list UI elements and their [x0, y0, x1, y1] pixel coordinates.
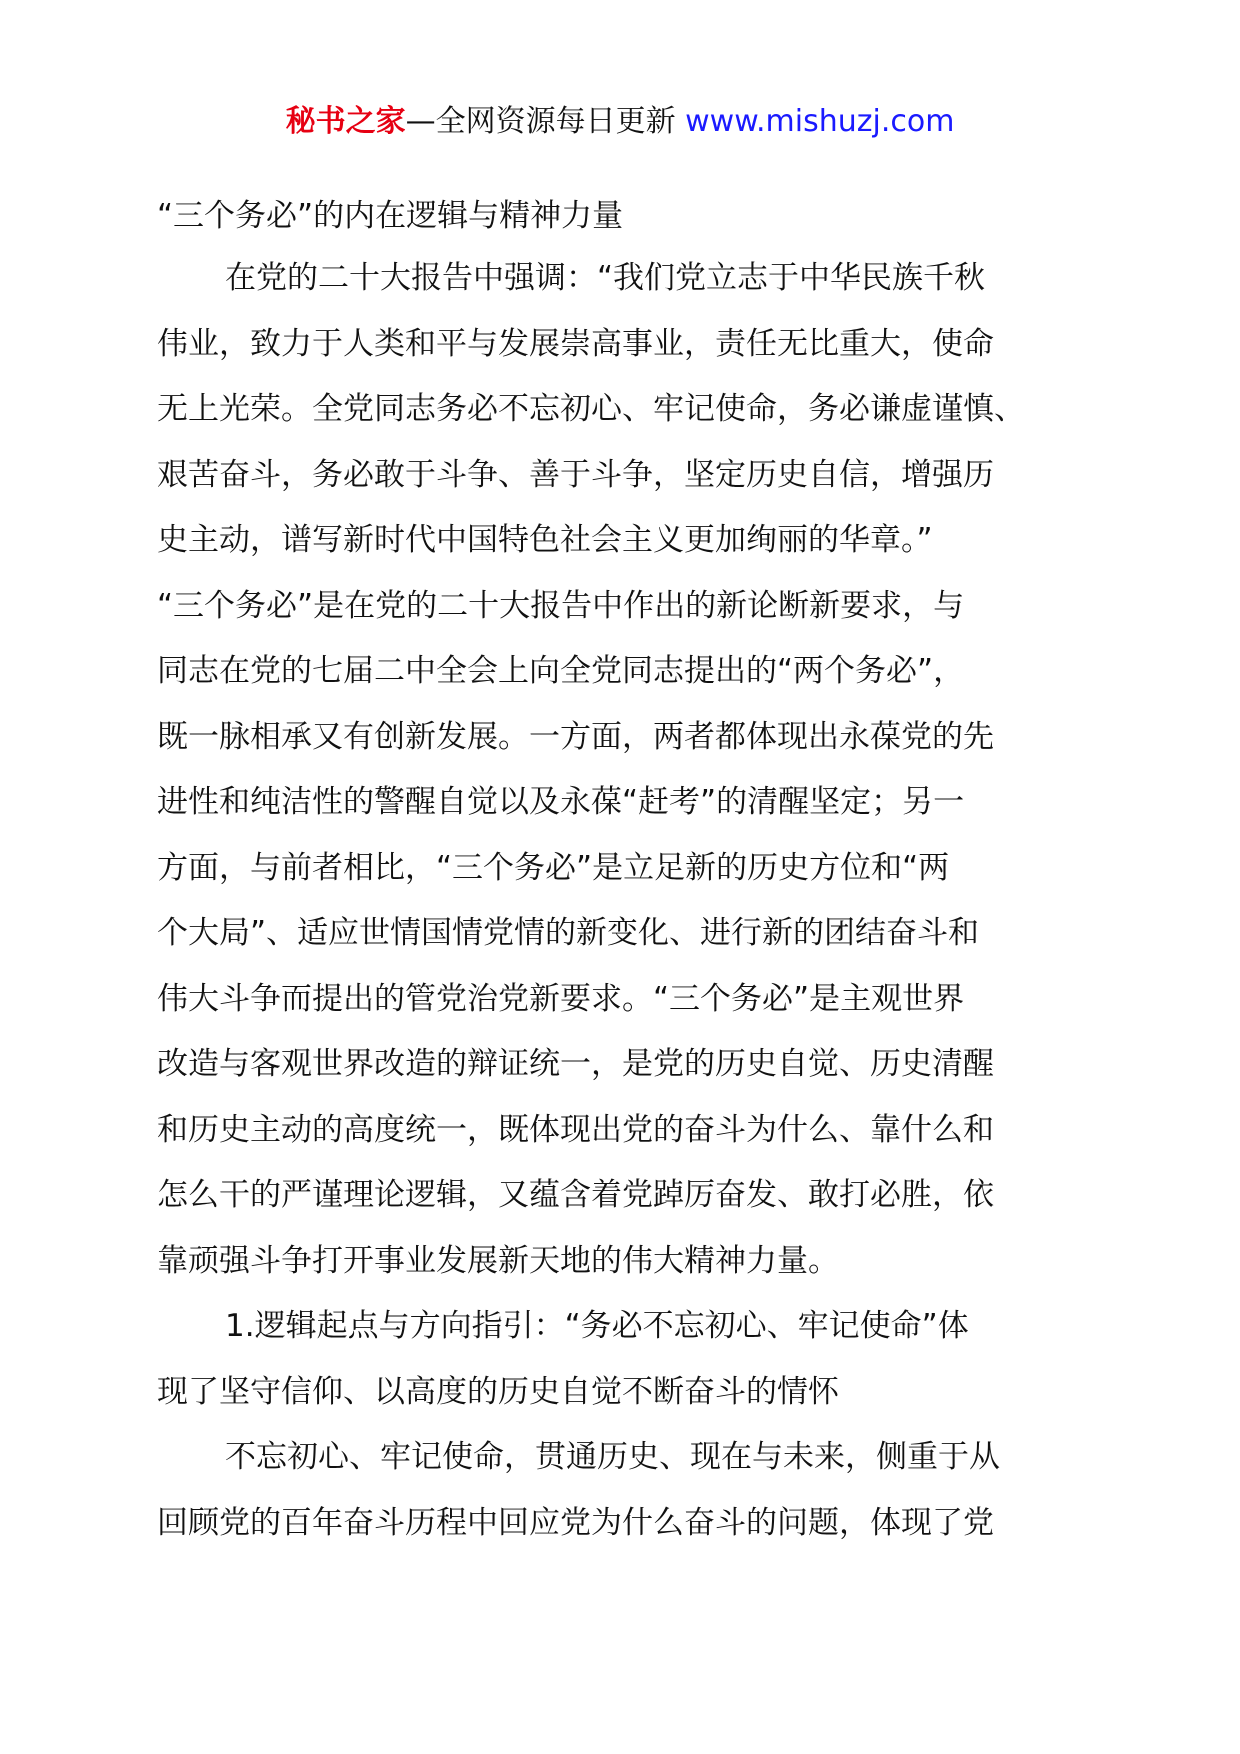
site-slogan: —全网资源每日更新	[405, 104, 686, 139]
text-line: 无上光荣。全党同志务必不忘初心、牢记使命，务必谦虚谨慎、	[157, 391, 1025, 427]
text-line: 改造与客观世界改造的辩证统一，是党的历史自觉、历史清醒	[157, 1046, 994, 1082]
text-line: 方面，与前者相比，“三个务必”是立足新的历史方位和“两	[157, 849, 950, 886]
text-line: 伟业，致力于人类和平与发展崇高事业，责任无比重大，使命	[157, 325, 994, 362]
text-line: 同志在党的七届二中全会上向全党同志提出的“两个务必”，	[157, 653, 965, 689]
site-brand: 秘书之家	[285, 104, 406, 139]
document-body	[157, 186, 1087, 1556]
text-line: 怎么干的严谨理论逻辑，又蕴含着党踔厉奋发、敢打必胜，依	[157, 1177, 994, 1213]
text-line: 回顾党的百年奋斗历程中回应党为什么奋斗的问题，体现了党	[157, 1504, 994, 1541]
text-line: 现了坚守信仰、以高度的历史自觉不断奋斗的情怀	[157, 1373, 839, 1410]
text-line: 和历史主动的高度统一，既体现出党的奋斗为什么、靠什么和	[157, 1111, 994, 1148]
paragraph-section-1	[157, 1425, 1087, 1556]
site-header	[0, 100, 1240, 144]
text-line: 不忘初心、牢记使命，贯通历史、现在与未来，侧重于从	[225, 1439, 1000, 1475]
site-url-link[interactable]: www.mishuzj.com	[685, 104, 955, 139]
text-line: 伟大斗争而提出的管党治党新要求。“三个务必”是主观世界	[157, 980, 965, 1017]
text-line: 个大局”、适应世情国情党情的新变化、进行新的团结奋斗和	[157, 915, 980, 951]
text-line: 靠顽强斗争打开事业发展新天地的伟大精神力量。	[157, 1242, 839, 1279]
text-line: 艰苦奋斗，务必敢于斗争、善于斗争，坚定历史自信，增强历	[157, 456, 994, 493]
paragraph-intro	[157, 246, 1087, 1294]
document-title: “三个务必”的内在逻辑与精神力量	[157, 198, 624, 234]
text-line: 既一脉相承又有创新发展。一方面，两者都体现出永葆党的先	[157, 718, 994, 755]
text-line: 进性和纯洁性的警醒自觉以及永葆“赶考”的清醒坚定；另一	[157, 784, 965, 820]
section-heading-1	[157, 1294, 1087, 1425]
text-line: 史主动，谱写新时代中国特色社会主义更加绚丽的华章。”	[157, 522, 933, 558]
text-line: “三个务必”是在党的二十大报告中作出的新论断新要求，与	[157, 587, 965, 624]
text-line: 1.逻辑起点与方向指引：“务必不忘初心、牢记使命”体	[225, 1308, 969, 1344]
text-line: 在党的二十大报告中强调：“我们党立志于中华民族千秋	[225, 260, 986, 296]
